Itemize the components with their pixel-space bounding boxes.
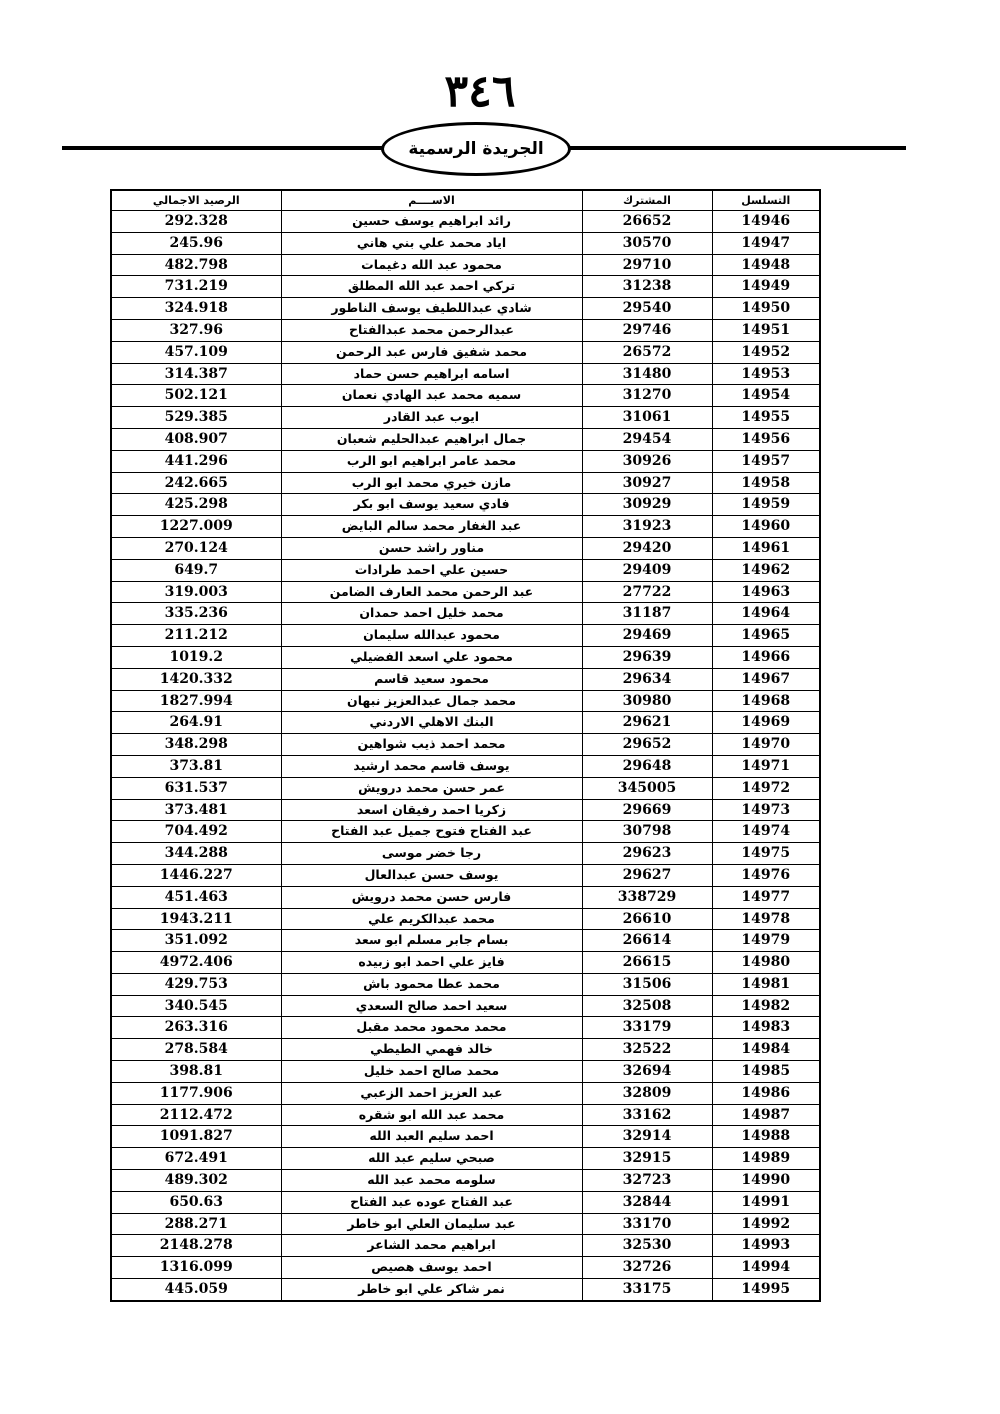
cell-balance: 373.81: [111, 755, 281, 777]
table-row: [111, 232, 820, 254]
table-row: [111, 821, 820, 843]
cell-balance: 1420.332: [111, 668, 281, 690]
table-row: [111, 1279, 820, 1301]
cell-name: سميه محمد عبد الهادي نعمان: [281, 385, 582, 407]
cell-subscriber: 31480: [582, 363, 712, 385]
cell-balance: 2148.278: [111, 1235, 281, 1257]
table-row: [111, 952, 820, 974]
cell-balance: 348.298: [111, 734, 281, 756]
cell-name: خالد فهمي الطيطي: [281, 1039, 582, 1061]
cell-serial: 14967: [712, 668, 820, 690]
cell-name: مازن خيري محمد ابو الرب: [281, 472, 582, 494]
cell-serial: 14985: [712, 1061, 820, 1083]
cell-name: محمد عبدالكريم علي: [281, 908, 582, 930]
cell-name: عبد الفتاح فتوح جميل عبد الفتاح: [281, 821, 582, 843]
cell-name: عبدالرحمن محمد عبدالفتاح: [281, 319, 582, 341]
cell-subscriber: 29454: [582, 428, 712, 450]
table-row: [111, 1235, 820, 1257]
cell-subscriber: 32915: [582, 1148, 712, 1170]
table-row: [111, 1191, 820, 1213]
cell-subscriber: 29623: [582, 843, 712, 865]
cell-serial: 14981: [712, 973, 820, 995]
cell-subscriber: 29469: [582, 625, 712, 647]
table-row: [111, 341, 820, 363]
cell-balance: 263.316: [111, 1017, 281, 1039]
header-rule-left: [62, 146, 392, 150]
cell-balance: 398.81: [111, 1061, 281, 1083]
cell-subscriber: 33179: [582, 1017, 712, 1039]
data-table: [110, 189, 821, 1302]
cell-name: زكريا احمد رفيقان اسعد: [281, 799, 582, 821]
cell-balance: 324.918: [111, 298, 281, 320]
header-rule-right: [566, 146, 906, 150]
cell-name: فايز علي احمد ابو زبيده: [281, 952, 582, 974]
cell-subscriber: 32530: [582, 1235, 712, 1257]
table-row: [111, 995, 820, 1017]
cell-subscriber: 29669: [582, 799, 712, 821]
cell-serial: 14965: [712, 625, 820, 647]
cell-name: البنك الاهلي الاردني: [281, 712, 582, 734]
cell-name: عبد الرحمن محمد العارف الضامن: [281, 581, 582, 603]
cell-subscriber: 30926: [582, 450, 712, 472]
table-row: [111, 712, 820, 734]
cell-balance: 2112.472: [111, 1104, 281, 1126]
column-header-serial: التسلسل: [712, 190, 820, 211]
cell-serial: 14987: [712, 1104, 820, 1126]
table-row: [111, 1104, 820, 1126]
table-row: [111, 625, 820, 647]
cell-balance: 335.236: [111, 603, 281, 625]
cell-serial: 14966: [712, 646, 820, 668]
cell-balance: 425.298: [111, 494, 281, 516]
table-row: [111, 668, 820, 690]
cell-subscriber: 26652: [582, 211, 712, 233]
cell-name: عبد سليمان العلي ابو خاطر: [281, 1213, 582, 1235]
cell-balance: 288.271: [111, 1213, 281, 1235]
cell-subscriber: 30798: [582, 821, 712, 843]
cell-name: صبحي سليم عبد الله: [281, 1148, 582, 1170]
cell-serial: 14970: [712, 734, 820, 756]
table-row: [111, 646, 820, 668]
cell-subscriber: 29652: [582, 734, 712, 756]
cell-subscriber: 31187: [582, 603, 712, 625]
cell-serial: 14972: [712, 777, 820, 799]
cell-serial: 14968: [712, 690, 820, 712]
cell-name: ابراهيم محمد الشاعر: [281, 1235, 582, 1257]
cell-balance: 211.212: [111, 625, 281, 647]
table-row: [111, 516, 820, 538]
cell-subscriber: 32914: [582, 1126, 712, 1148]
table-row: [111, 1170, 820, 1192]
cell-subscriber: 31238: [582, 276, 712, 298]
cell-balance: 242.665: [111, 472, 281, 494]
table-row: [111, 930, 820, 952]
cell-serial: 14946: [712, 211, 820, 233]
table-row: [111, 864, 820, 886]
cell-serial: 14947: [712, 232, 820, 254]
cell-name: محمد شفيق فارس عبد الرحمن: [281, 341, 582, 363]
table-row: [111, 886, 820, 908]
cell-subscriber: 29627: [582, 864, 712, 886]
cell-subscriber: 31506: [582, 973, 712, 995]
cell-serial: 14964: [712, 603, 820, 625]
table-row: [111, 450, 820, 472]
cell-serial: 14956: [712, 428, 820, 450]
cell-name: تركي احمد عبد الله المطلق: [281, 276, 582, 298]
cell-subscriber: 33175: [582, 1279, 712, 1301]
cell-balance: 649.7: [111, 559, 281, 581]
cell-name: محمد احمد ذيب شواهين: [281, 734, 582, 756]
cell-balance: 278.584: [111, 1039, 281, 1061]
cell-name: يوسف حسن عبدالعال: [281, 864, 582, 886]
cell-name: عبد الفتاح عوده عبد الفتاح: [281, 1191, 582, 1213]
cell-name: جمال ابراهيم عبدالحليم شعبان: [281, 428, 582, 450]
cell-name: محمد خليل احمد حمدان: [281, 603, 582, 625]
cell-balance: 1091.827: [111, 1126, 281, 1148]
cell-subscriber: 32508: [582, 995, 712, 1017]
cell-subscriber: 26572: [582, 341, 712, 363]
table-row: [111, 1082, 820, 1104]
cell-name: عمر حسن محمد درويش: [281, 777, 582, 799]
cell-name: نمر شاكر علي ابو خاطر: [281, 1279, 582, 1301]
table-row: [111, 254, 820, 276]
cell-name: محمد عبد الله ابو شقره: [281, 1104, 582, 1126]
cell-subscriber: 338729: [582, 886, 712, 908]
cell-balance: 314.387: [111, 363, 281, 385]
cell-subscriber: 31061: [582, 407, 712, 429]
cell-subscriber: 29621: [582, 712, 712, 734]
cell-serial: 14988: [712, 1126, 820, 1148]
masthead-title: الجريدة الرسمية: [381, 122, 571, 176]
cell-serial: 14948: [712, 254, 820, 276]
cell-subscriber: 26610: [582, 908, 712, 930]
cell-subscriber: 32723: [582, 1170, 712, 1192]
cell-subscriber: 32726: [582, 1257, 712, 1279]
cell-balance: 327.96: [111, 319, 281, 341]
cell-balance: 1227.009: [111, 516, 281, 538]
cell-serial: 14980: [712, 952, 820, 974]
cell-balance: 457.109: [111, 341, 281, 363]
cell-balance: 373.481: [111, 799, 281, 821]
cell-serial: 14986: [712, 1082, 820, 1104]
cell-serial: 14954: [712, 385, 820, 407]
table-row: [111, 777, 820, 799]
table-row: [111, 298, 820, 320]
cell-subscriber: 29746: [582, 319, 712, 341]
table-row: [111, 690, 820, 712]
table-row: [111, 319, 820, 341]
cell-balance: 489.302: [111, 1170, 281, 1192]
cell-serial: 14990: [712, 1170, 820, 1192]
cell-name: سعيد احمد صالح السعدي: [281, 995, 582, 1017]
table-row: [111, 1017, 820, 1039]
cell-balance: 1316.099: [111, 1257, 281, 1279]
cell-serial: 14984: [712, 1039, 820, 1061]
cell-balance: 4972.406: [111, 952, 281, 974]
cell-subscriber: 32694: [582, 1061, 712, 1083]
cell-name: عبد العزيز احمد الزعبي: [281, 1082, 582, 1104]
cell-subscriber: 33162: [582, 1104, 712, 1126]
cell-serial: 14963: [712, 581, 820, 603]
cell-serial: 14952: [712, 341, 820, 363]
table-row: [111, 973, 820, 995]
cell-serial: 14976: [712, 864, 820, 886]
cell-serial: 14979: [712, 930, 820, 952]
cell-serial: 14949: [712, 276, 820, 298]
cell-name: اسامه ابراهيم حسن حماد: [281, 363, 582, 385]
cell-serial: 14977: [712, 886, 820, 908]
page-number: ٣٤٦: [444, 66, 516, 117]
cell-subscriber: 30929: [582, 494, 712, 516]
cell-name: اياد محمد علي بني هاني: [281, 232, 582, 254]
cell-balance: 429.753: [111, 973, 281, 995]
cell-serial: 14958: [712, 472, 820, 494]
cell-name: رجا خضر موسى: [281, 843, 582, 865]
cell-serial: 14957: [712, 450, 820, 472]
cell-serial: 14995: [712, 1279, 820, 1301]
cell-subscriber: 29420: [582, 537, 712, 559]
cell-balance: 1943.211: [111, 908, 281, 930]
cell-subscriber: 26614: [582, 930, 712, 952]
cell-balance: 731.219: [111, 276, 281, 298]
cell-name: عبد الغفار محمد سالم البايض: [281, 516, 582, 538]
cell-subscriber: 33170: [582, 1213, 712, 1235]
cell-name: محمد محمود محمد مقبل: [281, 1017, 582, 1039]
cell-balance: 351.092: [111, 930, 281, 952]
cell-serial: 14983: [712, 1017, 820, 1039]
cell-name: سلومه محمد عبد الله: [281, 1170, 582, 1192]
table-body: [111, 211, 820, 1301]
cell-serial: 14973: [712, 799, 820, 821]
cell-serial: 14992: [712, 1213, 820, 1235]
table-row: [111, 385, 820, 407]
data-table-container: [110, 189, 819, 1302]
cell-subscriber: 31270: [582, 385, 712, 407]
cell-serial: 14959: [712, 494, 820, 516]
cell-name: محمد صالح احمد خليل: [281, 1061, 582, 1083]
cell-subscriber: 29710: [582, 254, 712, 276]
cell-balance: 529.385: [111, 407, 281, 429]
cell-serial: 14982: [712, 995, 820, 1017]
cell-serial: 14978: [712, 908, 820, 930]
cell-name: بسام جابر مسلم ابو سعد: [281, 930, 582, 952]
cell-balance: 502.121: [111, 385, 281, 407]
cell-balance: 340.545: [111, 995, 281, 1017]
cell-serial: 14993: [712, 1235, 820, 1257]
cell-serial: 14962: [712, 559, 820, 581]
cell-balance: 264.91: [111, 712, 281, 734]
table-row: [111, 908, 820, 930]
cell-name: محمد جمال عبدالعزيز نبهان: [281, 690, 582, 712]
table-row: [111, 755, 820, 777]
column-header-balance: الرصيد الاجمالي: [111, 190, 281, 211]
table-row: [111, 276, 820, 298]
cell-balance: 445.059: [111, 1279, 281, 1301]
cell-balance: 344.288: [111, 843, 281, 865]
cell-name: محمود عبدالله سليمان: [281, 625, 582, 647]
cell-name: محمود عبد الله دغيمات: [281, 254, 582, 276]
cell-serial: 14994: [712, 1257, 820, 1279]
table-row: [111, 1257, 820, 1279]
cell-balance: 408.907: [111, 428, 281, 450]
cell-serial: 14975: [712, 843, 820, 865]
table-row: [111, 428, 820, 450]
cell-name: فادي سعيد يوسف ابو بكر: [281, 494, 582, 516]
cell-balance: 319.003: [111, 581, 281, 603]
cell-balance: 441.296: [111, 450, 281, 472]
table-row: [111, 472, 820, 494]
table-row: [111, 1213, 820, 1235]
cell-name: رائد ابراهيم يوسف حسين: [281, 211, 582, 233]
cell-name: ايوب عبد القادر: [281, 407, 582, 429]
table-row: [111, 211, 820, 233]
table-row: [111, 581, 820, 603]
cell-balance: 270.124: [111, 537, 281, 559]
cell-balance: 1177.906: [111, 1082, 281, 1104]
cell-name: محمد عامر ابراهيم ابو الرب: [281, 450, 582, 472]
cell-serial: 14989: [712, 1148, 820, 1170]
cell-subscriber: 29639: [582, 646, 712, 668]
cell-subscriber: 345005: [582, 777, 712, 799]
cell-serial: 14953: [712, 363, 820, 385]
cell-serial: 14951: [712, 319, 820, 341]
cell-subscriber: 26615: [582, 952, 712, 974]
cell-subscriber: 29540: [582, 298, 712, 320]
table-row: [111, 603, 820, 625]
table-row: [111, 559, 820, 581]
cell-name: محمود علي اسعد الفضيلي: [281, 646, 582, 668]
cell-name: فارس حسن محمد درويش: [281, 886, 582, 908]
cell-balance: 1446.227: [111, 864, 281, 886]
cell-name: احمد سليم العبد الله: [281, 1126, 582, 1148]
cell-name: محمود سعيد قاسم: [281, 668, 582, 690]
cell-name: احمد يوسف هصيص: [281, 1257, 582, 1279]
cell-name: مناور راشد حسن: [281, 537, 582, 559]
table-row: [111, 734, 820, 756]
cell-subscriber: 29409: [582, 559, 712, 581]
cell-balance: 631.537: [111, 777, 281, 799]
cell-serial: 14974: [712, 821, 820, 843]
table-row: [111, 407, 820, 429]
cell-serial: 14955: [712, 407, 820, 429]
cell-balance: 292.328: [111, 211, 281, 233]
cell-serial: 14969: [712, 712, 820, 734]
table-row: [111, 1148, 820, 1170]
table-row: [111, 537, 820, 559]
cell-subscriber: 32844: [582, 1191, 712, 1213]
table-row: [111, 1061, 820, 1083]
cell-subscriber: 27722: [582, 581, 712, 603]
cell-serial: 14961: [712, 537, 820, 559]
column-header-name: الاســــم: [281, 190, 582, 211]
cell-balance: 1827.994: [111, 690, 281, 712]
cell-balance: 245.96: [111, 232, 281, 254]
table-row: [111, 363, 820, 385]
table-row: [111, 1039, 820, 1061]
table-row: [111, 843, 820, 865]
cell-subscriber: 29648: [582, 755, 712, 777]
cell-serial: 14960: [712, 516, 820, 538]
cell-serial: 14950: [712, 298, 820, 320]
cell-balance: 451.463: [111, 886, 281, 908]
cell-balance: 672.491: [111, 1148, 281, 1170]
column-header-subscriber: المشترك: [582, 190, 712, 211]
cell-subscriber: 30980: [582, 690, 712, 712]
cell-subscriber: 29634: [582, 668, 712, 690]
cell-name: حسين علي احمد طرادات: [281, 559, 582, 581]
table-row: [111, 1126, 820, 1148]
table-row: [111, 494, 820, 516]
cell-name: شادي عبداللطيف يوسف الناطور: [281, 298, 582, 320]
cell-serial: 14991: [712, 1191, 820, 1213]
table-row: [111, 799, 820, 821]
table-header-row: [111, 190, 820, 211]
cell-subscriber: 30570: [582, 232, 712, 254]
cell-subscriber: 30927: [582, 472, 712, 494]
cell-subscriber: 32522: [582, 1039, 712, 1061]
cell-subscriber: 31923: [582, 516, 712, 538]
cell-balance: 650.63: [111, 1191, 281, 1213]
cell-balance: 704.492: [111, 821, 281, 843]
cell-name: يوسف قاسم محمد ارشيد: [281, 755, 582, 777]
cell-subscriber: 32809: [582, 1082, 712, 1104]
cell-serial: 14971: [712, 755, 820, 777]
cell-balance: 482.798: [111, 254, 281, 276]
cell-balance: 1019.2: [111, 646, 281, 668]
cell-name: محمد عطا محمود باش: [281, 973, 582, 995]
